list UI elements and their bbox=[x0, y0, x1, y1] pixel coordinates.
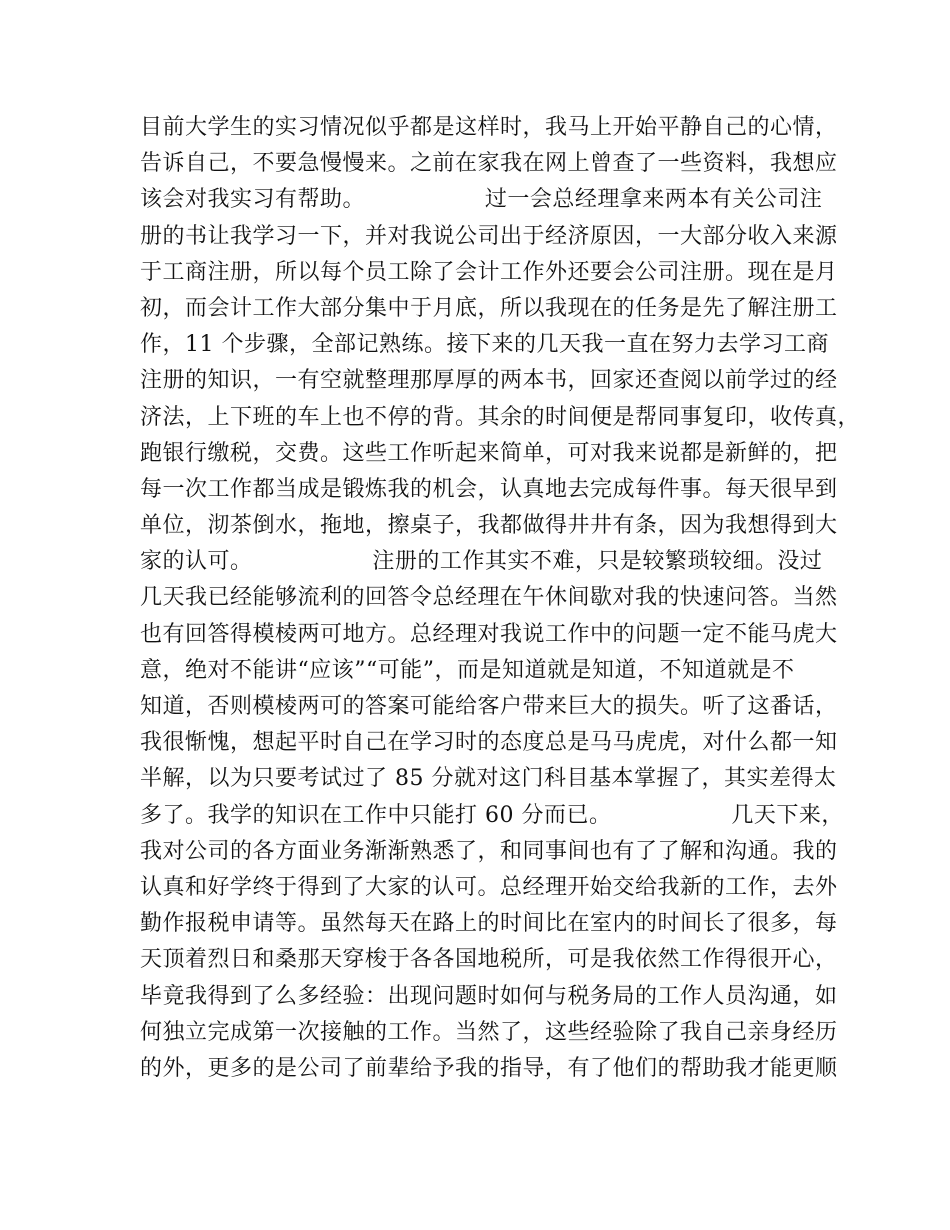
text-line: 半解，以为只要考试过了 85 分就对这门科目基本掌握了，其实差得太 bbox=[140, 766, 837, 792]
body-text bbox=[140, 110, 861, 1087]
text-line: 几天我已经能够流利的回答令总经理在午休间歇对我的快速问答。当然 bbox=[140, 585, 838, 611]
text-line: 册的书让我学习一下，并对我说公司出于经济原因，一大部分收入来源 bbox=[140, 223, 838, 249]
text-line: 多了。我学的知识在工作中只能打 60 分而已。 几天下来， bbox=[140, 802, 844, 828]
text-line: 毕竟我得到了么多经验：出现问题时如何与税务局的工作人员沟通，如 bbox=[140, 983, 838, 1009]
text-line: 我很惭愧，想起平时自己在学习时的态度总是马马虎虎，对什么都一知 bbox=[140, 730, 838, 756]
text-line: 何独立完成第一次接触的工作。当然了，这些经验除了我自己亲身经历 bbox=[140, 1019, 838, 1045]
text-line: 意，绝对不能讲“应该”“可能”，而是知道就是知道，不知道就是不 bbox=[140, 657, 795, 683]
text-line: 的外，更多的是公司了前辈给予我的指导，有了他们的帮助我才能更顺 bbox=[140, 1055, 838, 1081]
text-line: 注册的知识，一有空就整理那厚厚的两本书，回家还查阅以前学过的经 bbox=[140, 368, 838, 394]
text-line: 跑银行缴税，交费。这些工作听起来简单，可对我来说都是新鲜的，把 bbox=[140, 440, 838, 466]
text-line: 初，而会计工作大部分集中于月底，所以我现在的任务是先了解注册工 bbox=[140, 295, 838, 321]
text-line: 家的认可。 注册的工作其实不难，只是较繁琐较细。没过 bbox=[140, 549, 823, 575]
text-line: 每一次工作都当成是锻炼我的机会，认真地去完成每件事。每天很早到 bbox=[140, 476, 838, 502]
text-line: 作，11 个步骤，全部记熟练。接下来的几天我一直在努力去学习工商 bbox=[140, 332, 829, 358]
text-line: 勤作报税申请等。虽然每天在路上的时间比在室内的时间长了很多，每 bbox=[140, 911, 838, 937]
text-line: 我对公司的各方面业务渐渐熟悉了，和同事间也有了了解和沟通。我的 bbox=[140, 838, 838, 864]
text-line: 认真和好学终于得到了大家的认可。总经理开始交给我新的工作，去外 bbox=[140, 874, 838, 900]
text-line: 济法，上下班的车上也不停的背。其余的时间便是帮同事复印，收传真， bbox=[140, 404, 861, 430]
text-line: 告诉自己，不要急慢慢来。之前在家我在网上曾查了一些资料，我想应 bbox=[140, 151, 838, 177]
text-line: 知道，否则模棱两可的答案可能给客户带来巨大的损失。听了这番话， bbox=[140, 694, 838, 719]
text-line: 单位，沏茶倒水，拖地，擦桌子，我都做得井井有条，因为我想得到大 bbox=[140, 513, 838, 539]
text-line: 天顶着烈日和桑那天穿梭于各各国地税所，可是我依然工作得很开心， bbox=[140, 947, 838, 973]
text-line: 于工商注册，所以每个员工除了会计工作外还要会公司注册。现在是月 bbox=[140, 259, 838, 285]
text-line: 该会对我实习有帮助。 过一会总经理拿来两本有关公司注 bbox=[140, 187, 823, 213]
text-line: 也有回答得模棱两可地方。总经理对我说工作中的问题一定不能马虎大 bbox=[140, 621, 838, 647]
text-line: 目前大学生的实习情况似乎都是这样时，我马上开始平静自己的心情， bbox=[140, 115, 838, 140]
